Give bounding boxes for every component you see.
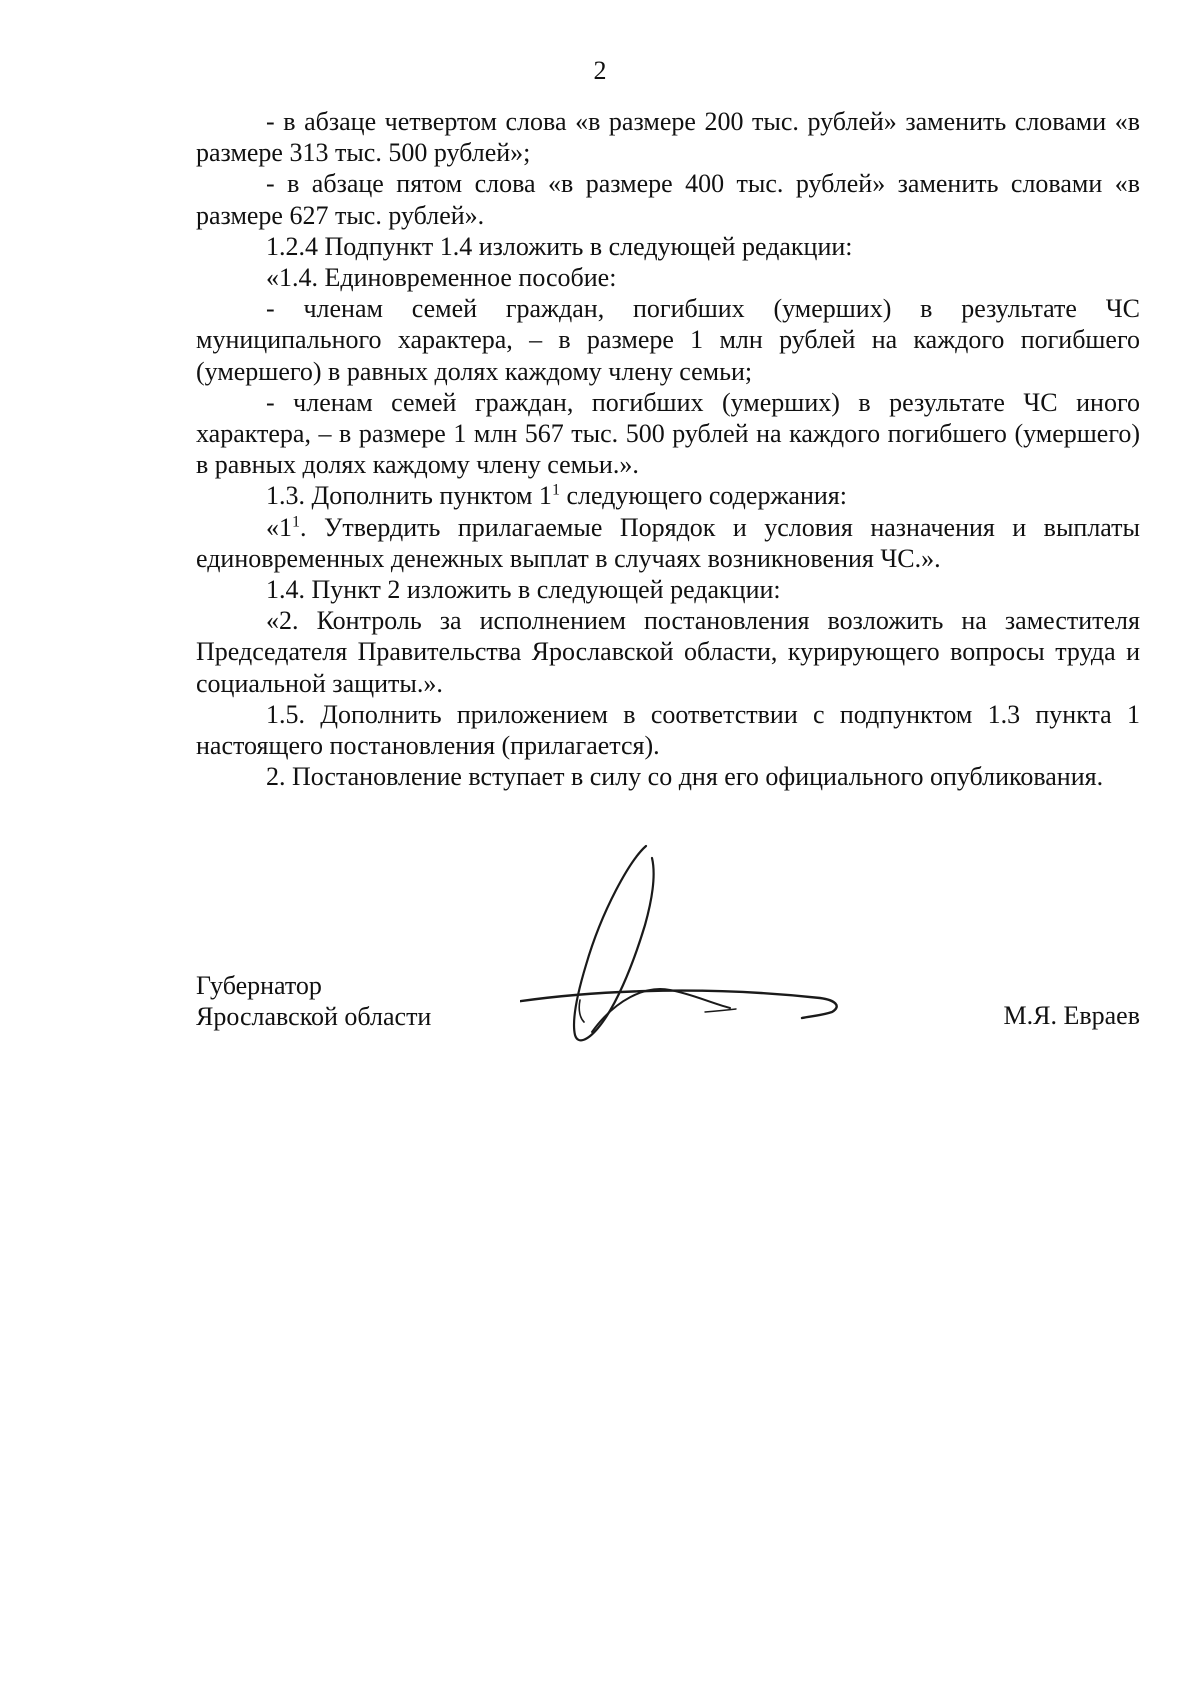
paragraph-1-5: 1.5. Дополнить приложением в соответствии с подпунктом 1.3 пункта 1 настоящего постановления (прилагается). — [196, 699, 1140, 761]
paragraph-1-3-quote-before: «1 — [266, 512, 292, 542]
superscript: 1 — [292, 512, 300, 530]
document-body — [196, 106, 1140, 792]
paragraph-1-4: 1.4. Пункт 2 изложить в следующей редакции: — [266, 575, 781, 605]
paragraph-other: - членам семей граждан, погибших (умерших) в результате ЧС иного характера, – в размере 1 млн 567 тыс. 500 рублей на каждого погибшего (умершего) в равных долях каждому члену семьи.». — [196, 387, 1140, 480]
paragraph-1-3-quote — [196, 512, 1140, 574]
superscript: 1 — [551, 481, 560, 499]
paragraph-1-3-quote-after: . Утвердить прилагаемые Порядок и условия назначения и выплаты единовременных денежных выплат в случаях возникновения ЧС.». — [196, 512, 1140, 573]
paragraph-abzac-4: - в абзаце четвертом слова «в размере 200 тыс. рублей» заменить словами «в размере 313 тыс. 500 рублей»; — [196, 107, 1140, 168]
paragraph-abzac-5: - в абзаце пятом слова «в размере 400 тыс. рублей» заменить словами «в размере 627 тыс. рублей». — [196, 169, 1140, 230]
signer-name: М.Я. Евраев — [1003, 1001, 1140, 1030]
signer-title-line1: Губернатор — [196, 971, 322, 1000]
paragraph-1-3 — [196, 480, 1140, 511]
paragraph-municipal: - членам семей граждан, погибших (умерших) в результате ЧС муниципального характера, – в размере 1 млн рублей на каждого погибшего (умершего) в равных долях каждому члену семьи; — [196, 294, 1140, 386]
signer-title-line2: Ярославской области — [196, 1002, 432, 1031]
paragraph-1-2-4: 1.2.4 Подпункт 1.4 изложить в следующей редакции: — [266, 231, 853, 261]
paragraph-control: «2. Контроль за исполнением постановления возложить на заместителя Председателя Правительства Ярославской области, курирующего вопросы труда и социальной защиты.». — [196, 606, 1140, 698]
paragraph-1-3-before: 1.3. Дополнить пунктом 1 — [266, 481, 552, 511]
paragraph-1-4-heading: «1.4. Единовременное пособие: — [266, 263, 617, 293]
paragraph-1-3-after: следующего содержания: — [559, 481, 847, 511]
signature-block — [196, 970, 1140, 1050]
signer-title — [196, 970, 431, 1032]
paragraph-2: 2. Постановление вступает в силу со дня его официального опубликования. — [266, 762, 1104, 792]
page-number: 2 — [593, 56, 607, 85]
